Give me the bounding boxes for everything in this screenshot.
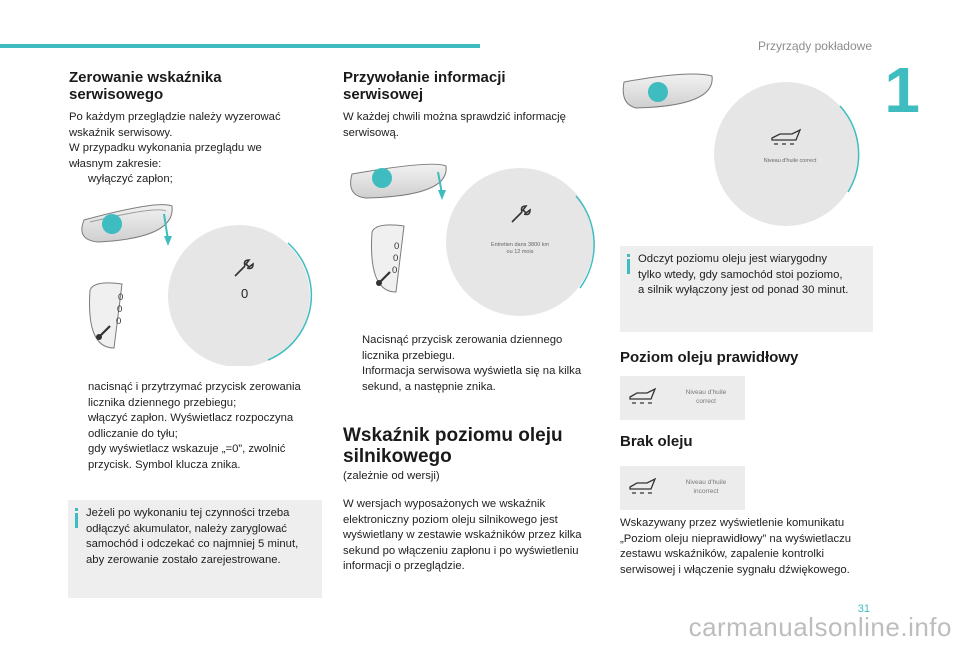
col3-oil-level-illustration [620,72,890,232]
col1-step-1: nacisnąć i przytrzymać przycisk zerowania licznika dziennego przebiegu; [88,381,301,409]
oil-ok-display: Niveau d'huile correct [620,376,745,420]
col2-service-info-illustration [342,160,604,320]
oil-none-display: Niveau d'huile incorrect [620,466,745,510]
col1-bullet-ignition-off: wyłączyć zapłon; [88,173,173,185]
col3-dial-face [714,82,858,226]
watermark: carmanualsonline.info [688,612,952,642]
section-title: Przyrządy pokładowe [757,39,872,53]
col2-reset-button-icon [372,168,392,188]
svg-text:Niveau d'huile correct: Niveau d'huile correct [763,158,817,164]
svg-text:0: 0 [392,265,398,276]
col3-reset-button-icon [648,82,668,102]
col1-title: Zerowanie wskaźnika serwisowego [69,69,222,103]
page-number: 31 [857,603,870,615]
svg-text:ou 12 mois: ou 12 mois [506,249,534,255]
col2-step-1: Nacisnąć przycisk zerowania dziennego licznika przebiegu. Informacja serwisowa wyświetla się na kilka sekund, a następnie znika. [362,334,582,393]
svg-text:0: 0 [118,292,124,303]
svg-text:0: 0 [394,241,400,252]
svg-text:0: 0 [117,304,123,315]
svg-text:0: 0 [116,316,122,327]
col1-instrument-cluster-bezel [82,205,172,242]
col1-step-3: gdy wyświetlacz wskazuje „=0”, zwolnić przycisk. Symbol klucza znika. [88,443,286,471]
col1-step-2: włączyć zapłon. Wyświetlacz rozpoczyna odliczanie do tyłu; [88,412,294,440]
col1-dial-face [168,225,310,366]
col2-oil-title: Wskaźnik poziomu oleju silnikowego [343,425,563,467]
oil-can-icon [628,478,658,498]
col1-odometer-panel [90,283,124,348]
col3-oil-ok-title: Poziom oleju prawidłowy [620,349,799,366]
col1-service-reset-illustration [68,198,330,366]
header-accent-bar [0,44,480,48]
col3-no-oil-title: Brak oleju [620,433,693,450]
col1-intro: Po każdym przeglądzie należy wyzerować wskaźnik serwisowy. W przypadku wykonania przeglądu we własnym zakresie: wyłączyć zapłon; [69,110,281,188]
col2-instrument-cluster-bezel [351,164,447,198]
col1-dial-value: 0 [241,286,249,301]
info-icon [627,254,630,274]
svg-text:0: 0 [393,253,399,264]
col2-oil-body: W wersjach wyposażonych we wskaźnik elektroniczny poziom oleju silnikowego jest wyświetlany w zestawie wskaźników przez kilka sekund po włączeniu zapłonu i po wyświetleniu informacji o przeglądzie. [343,498,582,572]
col3-instrument-cluster-bezel [623,74,712,108]
col1-steps [69,380,324,473]
col2-title: Przywołanie informacji serwisowej [343,69,506,103]
col1-info-note: Jeżeli po wykonaniu tej czynności trzeba odłączyć akumulator, należy zaryglować samochód i odczekać co najmniej 5 minut, aby zerowanie zostało zarejestrowane. [68,500,322,598]
info-icon [75,508,78,528]
col2-intro: W każdej chwili można sprawdzić informację serwisową. [343,111,566,139]
col3-no-oil-body: Wskazywany przez wyświetlenie komunikatu „Poziom oleju nieprawidłowy” na wyświetlaczu zestawu wskaźników, zapalenie kontrolki serwisowej i włączenie sygnału dźwiękowego. [620,517,852,576]
col2-step [343,333,581,395]
col2-odometer-panel [372,225,405,292]
col1-reset-button-icon [102,214,122,234]
col2-subtitle: (zależnie od wersji) [343,470,440,482]
chapter-number: 1 [884,54,920,126]
oil-can-icon [628,388,658,408]
svg-text:Entretien dans 3800 km: Entretien dans 3800 km [490,242,550,248]
col3-info-note: Odczyt poziomu oleju jest wiarygodny tylko wtedy, gdy samochód stoi poziomo, a silnik wyłączony jest od ponad 30 minut. [620,246,873,332]
